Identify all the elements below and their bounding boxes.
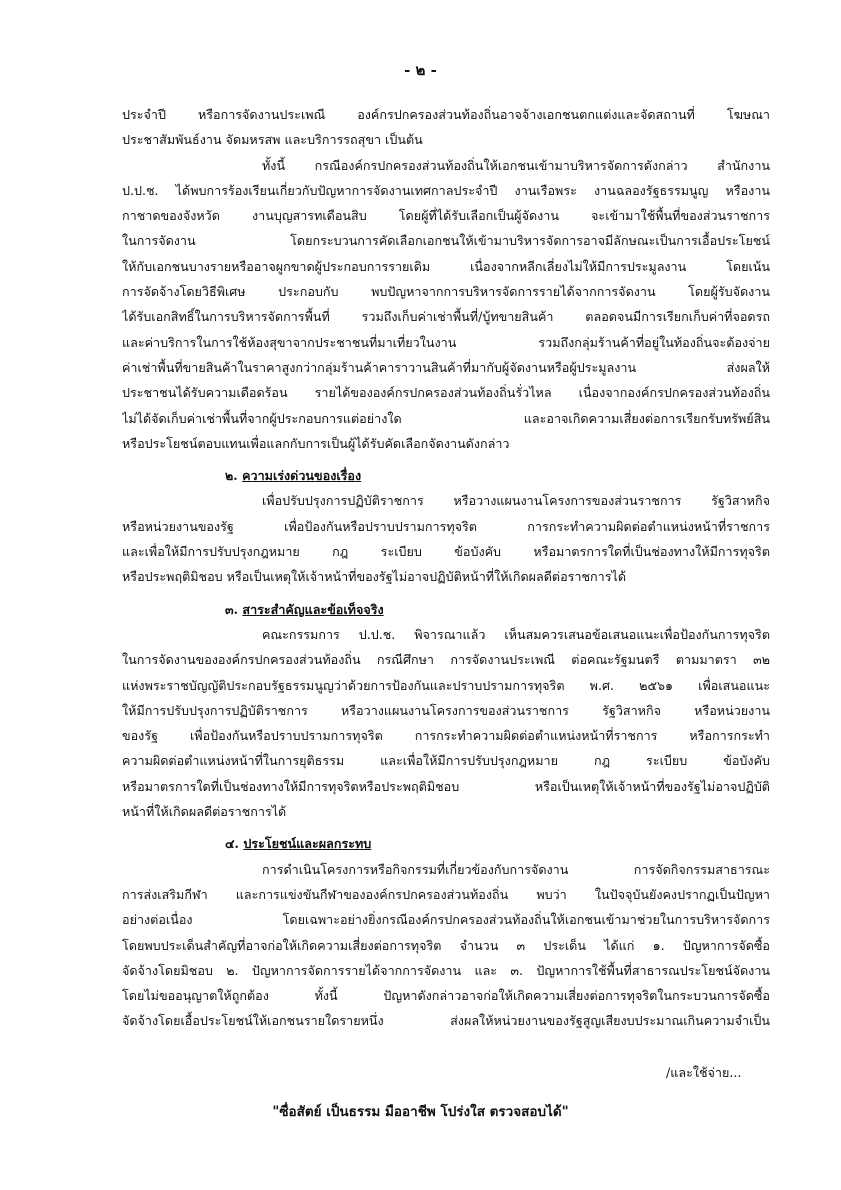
text-line: ไม่ได้จัดเก็บค่าเช่าพื้นที่จากผู้ประกอบการแต่อย่างใด และอาจเกิดความเสี่ยงต่อการเรียกรับทรัพย์สิน xyxy=(122,410,770,426)
section-number: ๒. xyxy=(225,468,238,484)
text-line: ในการจัดงานขององค์กรปกครองส่วนท้องถิ่น กรณีศึกษา การจัดงานประเพณี ต่อคณะรัฐมนตรี ตามมาตรา ๓๒ xyxy=(122,652,770,668)
text-line: โดยพบประเด็นสำคัญที่อาจก่อให้เกิดความเสี่ยงต่อการทุจริต จำนวน ๓ ประเด็น ได้แก่ ๑. ปัญหาการจัดซื้อ xyxy=(122,937,770,953)
text-line: อย่างต่อเนื่อง โดยเฉพาะอย่างยิ่งกรณีองค์กรปกครองส่วนท้องถิ่นให้เอกชนเข้ามาช่วยในการบริหารจัดการ xyxy=(122,912,770,928)
text-line: ประชาสัมพันธ์งาน จัดมหรสพ และบริการรถสุขา เป็นต้น xyxy=(122,132,423,148)
section-2 xyxy=(122,463,770,589)
text-line: ได้รับเอกสิทธิ์ในการบริหารจัดการพื้นที่ รวมถึงเก็บค่าเช่าพื้นที่/บู้ทขายสินค้า ตลอดจนมีการเรียกเก็บค่าที่จอดรถ xyxy=(122,309,770,325)
section-title: ประโยชน์และผลกระทบ xyxy=(243,836,372,852)
text-line: หน้าที่ให้เกิดผลดีต่อราชการได้ xyxy=(122,804,287,820)
text-line: ในการจัดงาน โดยกระบวนการคัดเลือกเอกชนให้เข้ามาบริหารจัดการอาจมีลักษณะเป็นการเอื้อประโยชน์ xyxy=(122,233,770,249)
intro-paragraph xyxy=(122,102,770,153)
text-line: ป.ป.ช. ได้พบการร้องเรียนเกี่ยวกับปัญหาการจัดงานเทศกาลประจำปี งานเรือพระ งานฉลองรัฐธรรมนูญ หรืองาน xyxy=(122,182,770,198)
text-line: ของรัฐ เพื่อป้องกันหรือปราบปรามการทุจริต การกระทำความผิดต่อตำแหน่งหน้าที่ราชการ หรือการกระทำ xyxy=(122,728,770,744)
text-line: การดำเนินโครงการหรือกิจกรรมที่เกี่ยวข้องกับการจัดงาน การจัดกิจกรรมสาธารณะ xyxy=(262,861,770,877)
text-line: ค่าเช่าพื้นที่ขายสินค้าในราคาสูงกว่ากลุ่มร้านค้าคาราวานสินค้าที่มากับผู้จัดงานหรือผู้ประมูลงาน ส่งผลให้ xyxy=(122,359,770,375)
text-line: กาชาดของจังหวัด งานบุญสารทเดือนสิบ โดยผู้ที่ได้รับเลือกเป็นผู้จัดงาน จะเข้ามาใช้พื้นที่ของส่วนราชการ xyxy=(122,208,770,224)
text-line: ให้มีการปรับปรุงการปฏิบัติราชการ หรือวางแผนงานโครงการของส่วนราชการ รัฐวิสาหกิจ หรือหน่วยงาน xyxy=(122,702,770,718)
section-heading xyxy=(122,831,770,856)
text-line: แห่งพระราชบัญญัติประกอบรัฐธรรมนูญว่าด้วยการป้องกันและปราบปรามการทุจริต พ.ศ. ๒๕๖๑ เพื่อเสนอแนะ xyxy=(122,677,770,693)
text-line: ความผิดต่อตำแหน่งหน้าที่ในการยุติธรรม และเพื่อให้มีการปรับปรุงกฎหมาย กฎ ระเบียบ ข้อบังคับ xyxy=(122,753,770,769)
section-3 xyxy=(122,597,770,825)
text-line: และค่าบริการในการใช้ห้องสุขาจากประชาชนที่มาเที่ยวในงาน รวมถึงกลุ่มร้านค้าที่อยู่ในท้องถิ่นจะต้องจ่าย xyxy=(122,334,770,350)
text-line: หรือประพฤติมิชอบ หรือเป็นเหตุให้เจ้าหน้าที่ของรัฐไม่อาจปฏิบัติหน้าที่ให้เกิดผลดีต่อราชการได้ xyxy=(122,569,627,585)
continuation-note: /และใช้จ่าย... xyxy=(666,1065,742,1080)
text-line: การส่งเสริมกีฬา และการแข่งขันกีฬาขององค์กรปกครองส่วนท้องถิ่น พบว่า ในปัจจุบันยังคงปรากฏเป็นปัญหา xyxy=(122,886,770,902)
text-line: ประจำปี หรือการจัดงานประเพณี องค์กรปกครองส่วนท้องถิ่นอาจจ้างเอกชนตกแต่งและจัดสถานที่ โฆษณา xyxy=(122,107,770,122)
section-heading xyxy=(122,463,770,488)
text-line: หรือหน่วยงานของรัฐ เพื่อป้องกันหรือปราบปรามการทุจริต การกระทำความผิดต่อตำแหน่งหน้าที่ราชการ xyxy=(122,518,770,534)
text-line: จัดจ้างโดยมิชอบ ๒. ปัญหาการจัดการรายได้จากการจัดงาน และ ๓. ปัญหาการใช้พื้นที่สาธารณประโยชน์จัดงาน xyxy=(122,962,770,978)
footer-motto: "ซื่อสัตย์ เป็นธรรม มืออาชีพ โปร่งใส ตรวจสอบได้" xyxy=(272,1104,569,1120)
text-line: โดยไม่ขออนุญาตให้ถูกต้อง ทั้งนี้ ปัญหาดังกล่าวอาจก่อให้เกิดความเสี่ยงต่อการทุจริตในกระบวนการจัดซื้อ xyxy=(122,988,770,1004)
text-line: ประชาชนได้รับความเดือดร้อน รายได้ขององค์กรปกครองส่วนท้องถิ่นรั่วไหล เนื่องจากองค์กรปกครองส่วนท้องถิ่น xyxy=(122,385,770,401)
section-number: ๔. xyxy=(225,836,239,852)
section-title: ความเร่งด่วนของเรื่อง xyxy=(242,468,362,484)
section-heading xyxy=(122,597,770,622)
text-line: การจัดจ้างโดยวิธีพิเศษ ประกอบกับ พบปัญหาจากการบริหารจัดการรายได้จากการจัดงาน โดยผู้รับจัดงาน xyxy=(122,284,770,300)
section-title: สาระสำคัญและข้อเท็จจริง xyxy=(242,601,384,617)
text-line: และเพื่อให้มีการปรับปรุงกฎหมาย กฎ ระเบียบ ข้อบังคับ หรือมาตรการใดที่เป็นช่องทางให้มีการทุจริต xyxy=(122,544,770,560)
paragraph-1 xyxy=(122,153,770,457)
text-line: คณะกรรมการ ป.ป.ช. พิจารณาแล้ว เห็นสมควรเสนอข้อเสนอแนะเพื่อป้องกันการทุจริต xyxy=(262,626,770,642)
text-line: จัดจ้างโดยเอื้อประโยชน์ให้เอกชนรายใดรายหนึ่ง ส่งผลให้หน่วยงานของรัฐสูญเสียงบประมาณเกินความจำเป็น xyxy=(122,1013,770,1029)
section-4 xyxy=(122,831,770,1033)
page-number: - ๒ - xyxy=(404,61,437,79)
section-number: ๓. xyxy=(225,601,238,617)
text-line: หรือประโยชน์ตอบแทนเพื่อแลกกับการเป็นผู้ได้รับคัดเลือกจัดงานดังกล่าว xyxy=(122,435,510,451)
text-line: เพื่อปรับปรุงการปฏิบัติราชการ หรือวางแผนงานโครงการของส่วนราชการ รัฐวิสาหกิจ xyxy=(262,493,770,509)
text-line: หรือมาตรการใดที่เป็นช่องทางให้มีการทุจริตหรือประพฤติมิชอบ หรือเป็นเหตุให้เจ้าหน้าที่ของรัฐไม่อาจปฏิบัติ xyxy=(122,778,770,794)
text-line: ทั้งนี้ กรณีองค์กรปกครองส่วนท้องถิ่นให้เอกชนเข้ามาบริหารจัดการดังกล่าว สำนักงาน xyxy=(262,157,770,173)
document-body xyxy=(122,102,770,1034)
text-line: ให้กับเอกชนบางรายหรืออาจผูกขาดผู้ประกอบการรายเดิม เนื่องจากหลีกเลี่ยงไม่ให้มีการประมูลงาน โดยเน้น xyxy=(122,258,770,274)
